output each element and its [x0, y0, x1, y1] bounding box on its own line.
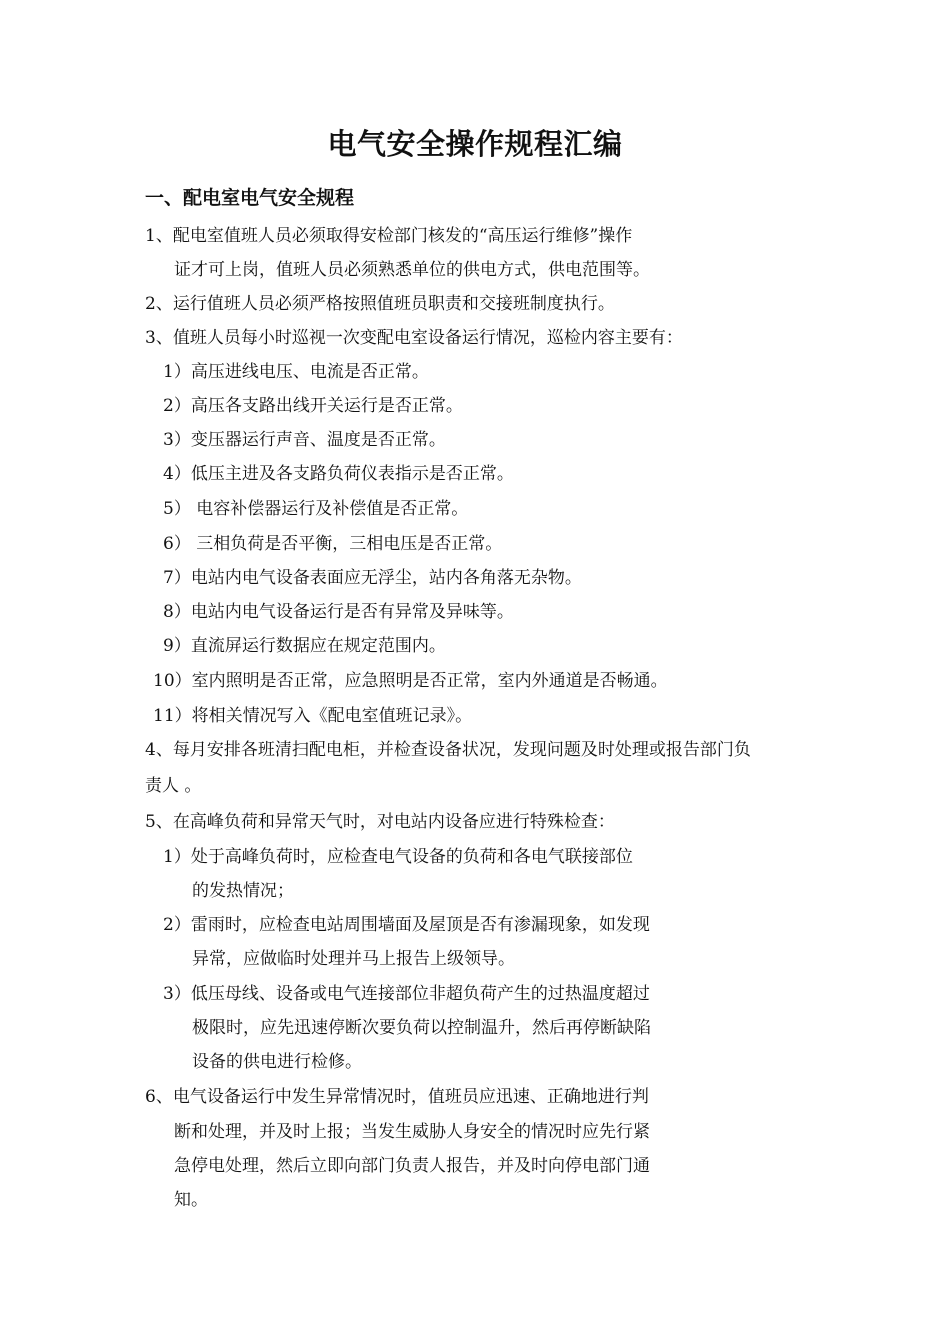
sub-item-3-10: 10）室内照明是否正常，应急照明是否正常，室内外通道是否畅通。: [153, 671, 668, 691]
sub-item-3-11: 11）将相关情况写入《配电室值班记录》。: [153, 706, 473, 726]
sub-item-3-5: 5） 电容补偿器运行及补偿值是否正常。: [163, 499, 469, 519]
rule-item-2: 2、运行值班人员必须严格按照值班员职责和交接班制度执行。: [145, 294, 615, 314]
rule-item-6-continued-3: 知。: [174, 1190, 208, 1210]
sub-item-5-2-continued: 异常，应做临时处理并马上报告上级领导。: [192, 949, 515, 969]
sub-item-5-2: 2）雷雨时，应检查电站周围墙面及屋顶是否有渗漏现象，如发现: [163, 915, 650, 935]
sub-item-3-8: 8）电站内电气设备运行是否有异常及异味等。: [163, 602, 514, 622]
sub-item-5-3: 3）低压母线、设备或电气连接部位非超负荷产生的过热温度超过: [163, 984, 650, 1004]
rule-item-5: 5、在高峰负荷和异常天气时，对电站内设备应进行特殊检查：: [145, 812, 615, 832]
rule-item-4-continued: 责人 。: [145, 776, 202, 796]
sub-item-3-9: 9）直流屏运行数据应在规定范围内。: [163, 636, 446, 656]
rule-item-4: 4、每月安排各班清扫配电柜，并检查设备状况，发现问题及时处理或报告部门负: [145, 740, 751, 760]
document-title: 电气安全操作规程汇编: [327, 127, 623, 161]
section-heading: 一、配电室电气安全规程: [145, 187, 355, 209]
sub-item-3-4: 4）低压主进及各支路负荷仪表指示是否正常。: [163, 464, 514, 484]
rule-item-6-continued-1: 断和处理，并及时上报；当发生威胁人身安全的情况时应先行紧: [174, 1122, 650, 1142]
sub-item-5-3-continued-1: 极限时，应先迅速停断次要负荷以控制温升，然后再停断缺陷: [192, 1018, 651, 1038]
sub-item-3-3: 3）变压器运行声音、温度是否正常。: [163, 430, 446, 450]
sub-item-3-1: 1）高压进线电压、电流是否正常。: [163, 362, 429, 382]
sub-item-5-1-continued: 的发热情况；: [192, 881, 294, 901]
sub-item-5-1: 1）处于高峰负荷时，应检查电气设备的负荷和各电气联接部位: [163, 847, 633, 867]
rule-item-3: 3、值班人员每小时巡视一次变配电室设备运行情况，巡检内容主要有：: [145, 328, 683, 348]
sub-item-3-6: 6） 三相负荷是否平衡，三相电压是否正常。: [163, 534, 503, 554]
rule-item-1: 1、配电室值班人员必须取得安检部门核发的“高压运行维修”操作: [145, 226, 633, 246]
sub-item-3-7: 7）电站内电气设备表面应无浮尘，站内各角落无杂物。: [163, 568, 582, 588]
sub-item-5-3-continued-2: 设备的供电进行检修。: [192, 1052, 362, 1072]
rule-item-6: 6、电气设备运行中发生异常情况时，值班员应迅速、正确地进行判: [145, 1087, 649, 1107]
rule-item-1-continued: 证才可上岗，值班人员必须熟悉单位的供电方式，供电范围等。: [174, 260, 650, 280]
sub-item-3-2: 2）高压各支路出线开关运行是否正常。: [163, 396, 463, 416]
rule-item-6-continued-2: 急停电处理，然后立即向部门负责人报告，并及时向停电部门通: [174, 1156, 650, 1176]
